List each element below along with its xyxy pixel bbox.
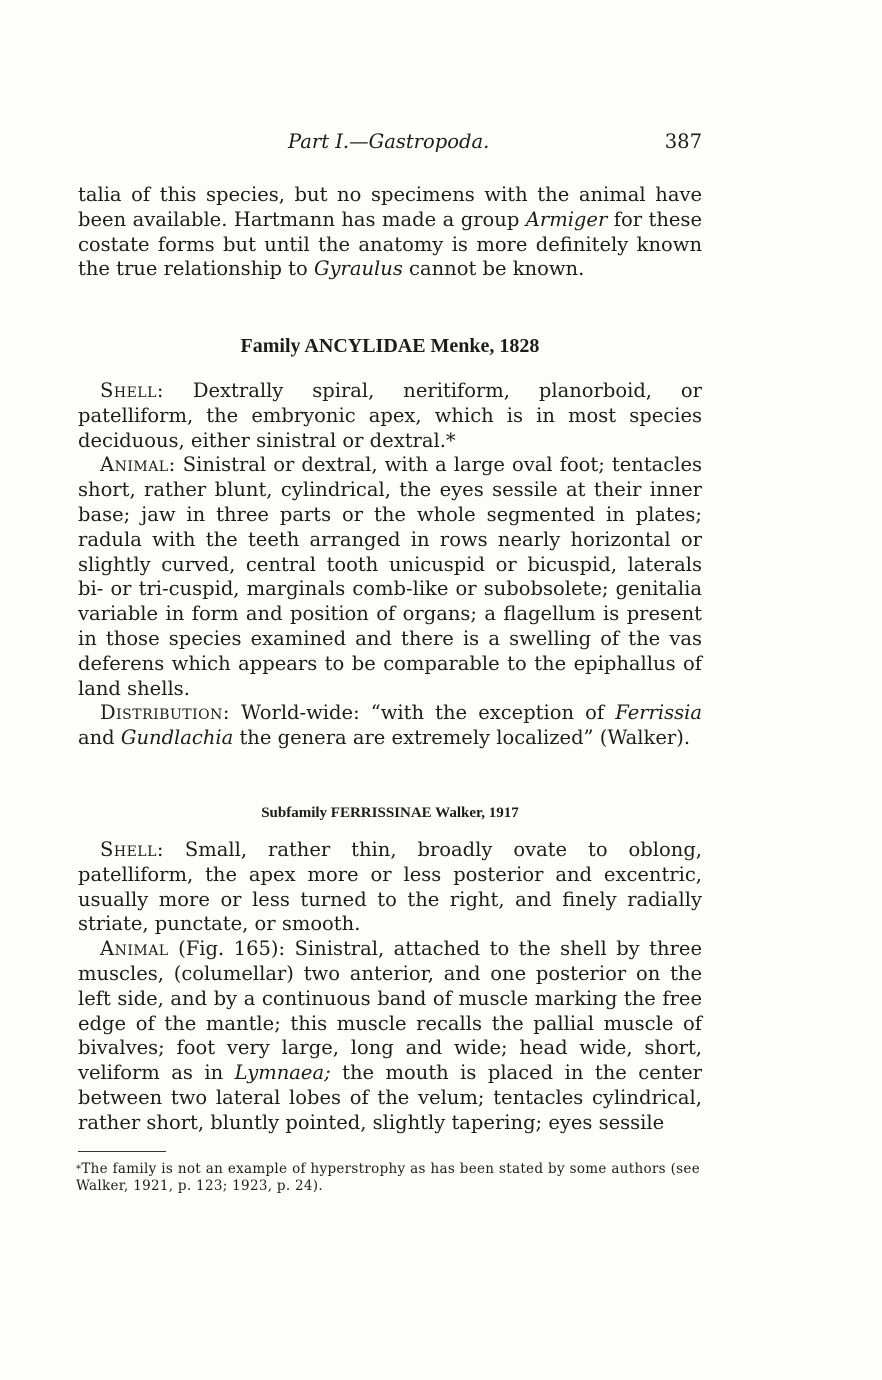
running-head <box>78 130 702 160</box>
genus-lymnaea: Lymnaea; <box>234 1061 331 1085</box>
distribution-text-1: World-wide: “with the exception of <box>229 701 616 725</box>
animal-label: Animal: <box>100 453 176 477</box>
family-distribution-paragraph <box>78 701 702 751</box>
intro-text-2: for these costate forms but until the anatomy is more definitely known the true relationship to <box>78 207 702 281</box>
shell-text: Dextrally spiral, neritiform, planorboid, or patelliform, the embryonic apex, which is in most species deciduous, either sinistral or dextral.* <box>78 379 702 452</box>
shell-label: Shell: <box>100 379 164 402</box>
subfamily-description <box>78 838 702 1136</box>
family-shell-paragraph <box>78 379 702 453</box>
distribution-text-2: and <box>78 726 121 750</box>
subfamily-shell-label: Shell: <box>100 838 164 861</box>
subfamily-shell-paragraph <box>78 838 702 937</box>
page-number: 387 <box>664 130 702 153</box>
subfamily-animal-text-2: the mouth is placed in the center between two lateral lobes of the velum; tentacles cylindrical, rather short, bluntly pointed, slightly tapering; eyes sessile <box>78 1061 702 1134</box>
animal-text: Sinistral or dextral, with a large oval foot; tentacles short, rather blunt, cylindrical, the eyes sessile at their inner base; jaw in three parts or the whole segmented in plates; radula with the teeth arranged in rows nearly horizontal or slightly curved, central tooth unicuspid or bicuspid, laterals bi- or tri-cuspid, marginals comb-like or subobsolete; genitalia variable in form and position of organs; a flagellum is present in those species examined and there is a swelling of the vas deferens which appears to be comparable to the epiphallus of land shells. <box>78 453 702 700</box>
genus-armiger: Armiger <box>525 207 608 231</box>
family-animal-paragraph <box>78 453 702 701</box>
intro-paragraph <box>78 183 702 282</box>
subfamily-animal-label: Animal <box>100 937 169 961</box>
footnote-rule <box>78 1151 166 1152</box>
genus-gundlachia: Gundlachia <box>120 726 234 750</box>
footnote-text: The family is not an example of hyperstrophy as has been stated by some authors (see Walker, 1921, p. 123; 1923, p. 24). <box>76 1161 700 1194</box>
subfamily-animal-paragraph <box>78 937 702 1135</box>
genus-ferrissia: Ferrissia <box>615 701 702 725</box>
intro-text-3: cannot be known. <box>402 257 585 281</box>
subfamily-heading: Subfamily FERRISSINAE Walker, 1917 <box>261 805 519 821</box>
intro-text-1: talia of this species, but no specimens with the animal have been available. Hartmann has made a group <box>78 183 702 231</box>
distribution-text-3: the genera are extremely localized” (Walker). <box>233 726 691 750</box>
footnote-marker: * <box>76 1164 82 1175</box>
subfamily-animal-text-1: (Fig. 165): Sinistral, attached to the shell by three muscles, (columellar) two anterior, and one posterior on the left side, and by a continuous band of muscle marking the free edge of the mantle; this muscle recalls the pallial muscle of bivalves; foot very large, long and wide; head wide, short, veliform as in <box>78 937 702 1085</box>
subfamily-shell-text: Small, rather thin, broadly ovate to oblong, patelliform, the apex more or less posterior and excentric, usually more or less turned to the right, and finely radially striate, punctate, or smooth. <box>78 838 702 936</box>
family-heading: Family ANCYLIDAE Menke, 1828 <box>240 335 540 357</box>
family-description <box>78 379 702 751</box>
running-title: Part I.—Gastropoda. <box>288 130 490 153</box>
footnote <box>76 1161 700 1195</box>
distribution-label: Distribution: <box>100 701 230 725</box>
genus-gyraulus: Gyraulus <box>313 257 403 281</box>
